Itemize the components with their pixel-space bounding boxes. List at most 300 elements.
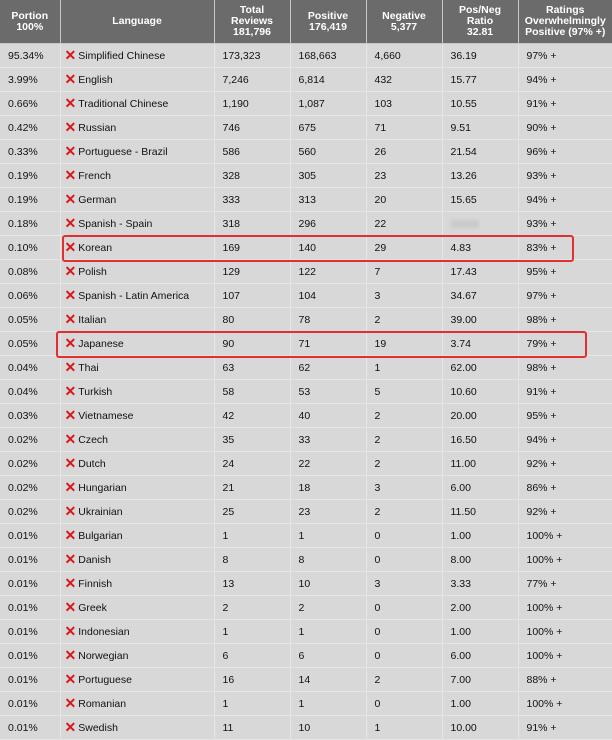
- cell-rating-value: 92% +: [526, 505, 557, 518]
- language-name: Thai: [78, 361, 99, 374]
- cell-negative: [366, 308, 442, 332]
- cell-total-reviews: [214, 596, 290, 620]
- cell-portion-value: 0.05%: [8, 313, 38, 326]
- cell-negative-value: 20: [374, 193, 387, 206]
- cell-total-reviews: [214, 44, 290, 68]
- table-row: [0, 500, 612, 524]
- cell-positive: [290, 356, 366, 380]
- cell-total-reviews-value: 80: [222, 313, 235, 326]
- header-row: [0, 0, 612, 44]
- language-name: Danish: [78, 553, 111, 566]
- cell-positive: [290, 188, 366, 212]
- cell-negative: [366, 548, 442, 572]
- cell-negative: [366, 188, 442, 212]
- x-icon: ✕: [64, 454, 77, 471]
- x-icon: ✕: [64, 262, 77, 279]
- language-name: Polish: [78, 265, 107, 278]
- cell-positive-value: 122: [298, 265, 317, 278]
- header-line: 100%: [16, 20, 44, 33]
- cell-ratio: [442, 644, 518, 668]
- cell-language: [60, 692, 214, 716]
- cell-positive-value: 6: [298, 649, 305, 662]
- cell-negative: [366, 596, 442, 620]
- x-icon: ✕: [64, 382, 77, 399]
- header-portion: [0, 0, 60, 44]
- cell-ratio-value: 6.00: [450, 481, 471, 494]
- language-name: Hungarian: [78, 481, 127, 494]
- x-icon: ✕: [64, 334, 77, 351]
- cell-rating-value: 95% +: [526, 409, 557, 422]
- language-name: Czech: [78, 433, 108, 446]
- cell-negative-value: 1: [374, 361, 381, 374]
- cell-negative-value: 23: [374, 169, 387, 182]
- header-language: [60, 0, 214, 44]
- cell-total-reviews: [214, 524, 290, 548]
- cell-negative-value: 432: [374, 73, 393, 86]
- table-row: [0, 428, 612, 452]
- cell-positive: [290, 92, 366, 116]
- cell-positive-value: 1: [298, 529, 305, 542]
- table-row: [0, 596, 612, 620]
- cell-negative: [366, 140, 442, 164]
- table-row: [0, 452, 612, 476]
- cell-negative-value: 0: [374, 625, 381, 638]
- header-line: Ratio: [466, 15, 494, 27]
- cell-language: [60, 92, 214, 116]
- cell-ratio: [442, 140, 518, 164]
- cell-positive-value: 305: [298, 169, 317, 182]
- cell-portion: [0, 524, 60, 548]
- cell-positive-value: 40: [298, 409, 311, 422]
- table-row: [0, 644, 612, 668]
- cell-negative: [366, 44, 442, 68]
- cell-rating-value: 94% +: [526, 73, 557, 86]
- cell-ratio-value: 2.00: [450, 601, 471, 614]
- cell-rating-value: 98% +: [526, 313, 557, 326]
- cell-language: [60, 236, 214, 260]
- cell-portion: [0, 236, 60, 260]
- x-icon: ✕: [64, 94, 77, 111]
- cell-positive: [290, 404, 366, 428]
- cell-portion-value: 3.99%: [8, 73, 38, 86]
- cell-positive-value: 33: [298, 433, 311, 446]
- cell-rating-value: 92% +: [526, 457, 557, 470]
- cell-portion-value: 0.01%: [8, 553, 38, 566]
- cell-positive: [290, 620, 366, 644]
- table-row: [0, 44, 612, 68]
- cell-negative-value: 7: [374, 265, 381, 278]
- cell-total-reviews-value: 169: [222, 241, 241, 254]
- cell-total-reviews-value: 1,190: [222, 97, 249, 110]
- cell-positive-value: 71: [298, 337, 311, 350]
- cell-portion-value: 0.01%: [8, 625, 38, 638]
- cell-negative: [366, 332, 442, 356]
- table-row: [0, 212, 612, 236]
- x-icon: ✕: [64, 718, 77, 735]
- table-row: [0, 236, 612, 260]
- cell-total-reviews: [214, 452, 290, 476]
- cell-ratio-value: 10.60: [450, 385, 477, 398]
- cell-total-reviews: [214, 716, 290, 740]
- cell-ratio-value: 17.43: [450, 265, 477, 278]
- cell-language: [60, 356, 214, 380]
- x-icon: ✕: [64, 286, 77, 303]
- cell-rating: [518, 284, 612, 308]
- cell-total-reviews-value: 25: [222, 505, 235, 518]
- table-row: [0, 260, 612, 284]
- language-name: Vietnamese: [78, 409, 134, 422]
- cell-portion-value: 0.02%: [8, 457, 38, 470]
- cell-language: [60, 164, 214, 188]
- cell-portion: [0, 68, 60, 92]
- cell-total-reviews: [214, 68, 290, 92]
- cell-rating-value: 91% +: [526, 385, 557, 398]
- x-icon: ✕: [64, 46, 77, 63]
- cell-portion: [0, 572, 60, 596]
- cell-total-reviews: [214, 500, 290, 524]
- x-icon: ✕: [64, 646, 77, 663]
- cell-portion: [0, 380, 60, 404]
- language-name: Korean: [78, 241, 113, 254]
- table-body: [0, 44, 612, 740]
- cell-rating: [518, 164, 612, 188]
- header-line: Negative: [382, 9, 426, 22]
- cell-portion-value: 0.10%: [8, 241, 38, 254]
- table-row: [0, 308, 612, 332]
- x-icon: ✕: [64, 118, 77, 135]
- cell-ratio-value: 36.19: [450, 49, 477, 62]
- cell-ratio: [442, 524, 518, 548]
- cell-total-reviews-value: 328: [222, 169, 241, 182]
- cell-positive: [290, 452, 366, 476]
- cell-ratio: [442, 116, 518, 140]
- language-name: Russian: [78, 121, 117, 134]
- language-name: Romanian: [78, 697, 127, 710]
- cell-language: [60, 620, 214, 644]
- cell-total-reviews-value: 42: [222, 409, 235, 422]
- header-line: Language: [112, 15, 162, 27]
- language-name: Portuguese - Brazil: [78, 145, 168, 158]
- cell-positive-value: 10: [298, 721, 311, 734]
- cell-rating: [518, 188, 612, 212]
- cell-rating: [518, 356, 612, 380]
- cell-portion: [0, 356, 60, 380]
- cell-portion-value: 0.02%: [8, 433, 38, 446]
- cell-ratio: [442, 716, 518, 740]
- cell-language: [60, 212, 214, 236]
- cell-total-reviews-value: 333: [222, 193, 241, 206]
- x-icon: ✕: [64, 406, 77, 423]
- cell-portion: [0, 332, 60, 356]
- cell-ratio-value: 9.51: [450, 121, 471, 134]
- cell-positive-value: 1: [298, 697, 305, 710]
- header-line: 181,796: [233, 26, 271, 38]
- cell-portion: [0, 260, 60, 284]
- cell-positive-value: 1: [298, 625, 305, 638]
- cell-total-reviews-value: 7,246: [222, 73, 249, 86]
- table-row: [0, 356, 612, 380]
- cell-negative-value: 5: [374, 385, 381, 398]
- header-line: Overwhelmingly: [524, 15, 606, 27]
- cell-ratio: [442, 356, 518, 380]
- cell-positive: [290, 140, 366, 164]
- cell-ratio-value: 21.54: [450, 145, 477, 158]
- cell-language: [60, 548, 214, 572]
- header-line: Total: [239, 4, 265, 16]
- cell-rating: [518, 692, 612, 716]
- cell-ratio: [442, 284, 518, 308]
- x-icon: ✕: [64, 502, 77, 519]
- cell-rating-value: 97% +: [526, 49, 557, 62]
- cell-rating-value: 77% +: [526, 577, 557, 590]
- cell-negative-value: 2: [374, 313, 381, 326]
- cell-positive: [290, 284, 366, 308]
- header-line: 176,419: [309, 20, 347, 33]
- cell-rating: [518, 524, 612, 548]
- cell-ratio: [442, 500, 518, 524]
- cell-positive: [290, 380, 366, 404]
- cell-total-reviews: [214, 572, 290, 596]
- table-row: [0, 68, 612, 92]
- cell-total-reviews-value: 1: [222, 625, 229, 638]
- header-ratio: [442, 0, 518, 44]
- cell-positive-value: 168,663: [298, 49, 337, 62]
- language-name: Ukrainian: [78, 505, 123, 518]
- cell-ratio: [442, 572, 518, 596]
- cell-ratio-value: 13.26: [450, 169, 477, 182]
- table-row: [0, 140, 612, 164]
- cell-negative: [366, 572, 442, 596]
- cell-ratio-value: 39.00: [450, 313, 477, 326]
- cell-total-reviews: [214, 404, 290, 428]
- cell-language: [60, 596, 214, 620]
- cell-ratio-value: 7.00: [450, 673, 471, 686]
- cell-negative: [366, 260, 442, 284]
- cell-total-reviews: [214, 188, 290, 212]
- cell-negative-value: 19: [374, 337, 387, 350]
- table-row: [0, 116, 612, 140]
- cell-portion: [0, 716, 60, 740]
- cell-total-reviews-value: 6: [222, 649, 229, 662]
- cell-ratio-value: 20.00: [450, 409, 477, 422]
- table-row: [0, 284, 612, 308]
- cell-rating-value: 86% +: [526, 481, 557, 494]
- cell-portion: [0, 188, 60, 212]
- cell-language: [60, 452, 214, 476]
- cell-portion: [0, 476, 60, 500]
- cell-positive-value: 6,814: [298, 73, 325, 86]
- cell-portion-value: 0.08%: [8, 265, 38, 278]
- cell-positive-value: 23: [298, 505, 311, 518]
- x-icon: ✕: [64, 310, 77, 327]
- cell-rating: [518, 404, 612, 428]
- cell-portion-value: 0.01%: [8, 601, 38, 614]
- cell-rating: [518, 332, 612, 356]
- cell-negative-value: 0: [374, 649, 381, 662]
- cell-ratio: [442, 428, 518, 452]
- cell-total-reviews: [214, 260, 290, 284]
- cell-positive-value: 53: [298, 385, 311, 398]
- cell-total-reviews: [214, 692, 290, 716]
- cell-portion-value: 0.66%: [8, 97, 38, 110]
- language-name: Swedish: [78, 721, 118, 734]
- cell-positive: [290, 116, 366, 140]
- cell-ratio-value: 8.00: [450, 553, 471, 566]
- language-name: Indonesian: [78, 625, 130, 638]
- cell-total-reviews-value: 1: [222, 697, 229, 710]
- cell-positive-value: 22: [298, 457, 311, 470]
- cell-negative-value: 0: [374, 553, 381, 566]
- cell-rating-value: 100% +: [526, 553, 563, 566]
- cell-rating-value: 100% +: [526, 697, 563, 710]
- language-name: German: [78, 193, 117, 206]
- cell-language: [60, 116, 214, 140]
- language-name: Spanish - Spain: [78, 217, 153, 230]
- language-name: Norwegian: [78, 649, 129, 662]
- cell-negative-value: 3: [374, 577, 381, 590]
- cell-ratio-value: 62.00: [450, 361, 477, 374]
- cell-ratio: [442, 164, 518, 188]
- cell-negative: [366, 428, 442, 452]
- cell-total-reviews: [214, 644, 290, 668]
- cell-positive-value: 10: [298, 577, 311, 590]
- cell-total-reviews: [214, 116, 290, 140]
- cell-rating-value: 96% +: [526, 145, 557, 158]
- cell-portion-value: 0.03%: [8, 409, 38, 422]
- header-ratings: [518, 0, 612, 44]
- cell-ratio-value: 1.00: [450, 529, 471, 542]
- cell-total-reviews: [214, 428, 290, 452]
- cell-ratio: [442, 332, 518, 356]
- cell-total-reviews-value: 63: [222, 361, 235, 374]
- cell-positive-value: 14: [298, 673, 311, 686]
- cell-negative: [366, 116, 442, 140]
- language-name: Simplified Chinese: [78, 49, 166, 62]
- cell-ratio-value: 16.50: [450, 433, 477, 446]
- x-icon: ✕: [64, 622, 77, 639]
- cell-language: [60, 716, 214, 740]
- cell-positive: [290, 500, 366, 524]
- cell-portion-value: 95.34%: [8, 49, 44, 62]
- cell-portion: [0, 284, 60, 308]
- cell-ratio: [442, 452, 518, 476]
- cell-negative: [366, 668, 442, 692]
- cell-total-reviews-value: 11: [222, 721, 234, 734]
- cell-positive-value: 313: [298, 193, 317, 206]
- cell-total-reviews: [214, 140, 290, 164]
- cell-negative: [366, 356, 442, 380]
- cell-rating: [518, 260, 612, 284]
- cell-negative: [366, 68, 442, 92]
- x-icon: ✕: [64, 574, 77, 591]
- cell-total-reviews-value: 8: [222, 553, 229, 566]
- cell-total-reviews-value: 107: [222, 289, 241, 302]
- cell-ratio-value: 34.67: [450, 289, 477, 302]
- cell-negative: [366, 212, 442, 236]
- cell-negative-value: 0: [374, 529, 381, 542]
- language-name: French: [78, 169, 111, 182]
- cell-language: [60, 284, 214, 308]
- header-line: Reviews: [230, 15, 274, 27]
- cell-total-reviews-value: 746: [222, 121, 241, 134]
- cell-positive: [290, 524, 366, 548]
- cell-portion: [0, 116, 60, 140]
- x-icon: ✕: [64, 70, 77, 87]
- cell-portion-value: 0.01%: [8, 673, 38, 686]
- table-row: [0, 668, 612, 692]
- cell-total-reviews: [214, 236, 290, 260]
- cell-language: [60, 500, 214, 524]
- cell-rating: [518, 476, 612, 500]
- header-line: 5,377: [390, 20, 418, 33]
- header-line: Positive (97% +): [525, 26, 606, 38]
- cell-rating: [518, 44, 612, 68]
- cell-rating-value: 97% +: [526, 289, 557, 302]
- language-name: Greek: [78, 601, 107, 614]
- cell-negative-value: 2: [374, 409, 381, 422]
- cell-rating-value: 90% +: [526, 121, 557, 134]
- cell-rating: [518, 452, 612, 476]
- cell-total-reviews: [214, 476, 290, 500]
- cell-negative-value: 3: [374, 481, 381, 494]
- cell-negative: [366, 692, 442, 716]
- table-row: [0, 164, 612, 188]
- cell-total-reviews: [214, 668, 290, 692]
- cell-positive-value: 62: [298, 361, 311, 374]
- cell-positive: [290, 572, 366, 596]
- cell-positive: [290, 212, 366, 236]
- cell-portion-value: 0.01%: [8, 529, 38, 542]
- cell-total-reviews-value: 21: [222, 481, 235, 494]
- cell-language: [60, 68, 214, 92]
- cell-positive: [290, 164, 366, 188]
- table-row: [0, 332, 612, 356]
- cell-negative-value: 3: [374, 289, 381, 302]
- cell-rating: [518, 380, 612, 404]
- cell-positive-value: 140: [298, 241, 317, 254]
- table-row: [0, 716, 612, 740]
- cell-language: [60, 476, 214, 500]
- cell-ratio: [442, 548, 518, 572]
- cell-portion-value: 0.02%: [8, 505, 38, 518]
- cell-total-reviews-value: 129: [222, 265, 241, 278]
- cell-negative: [366, 404, 442, 428]
- cell-rating-value: 88% +: [526, 673, 557, 686]
- cell-negative-value: 0: [374, 601, 381, 614]
- cell-total-reviews-value: 13: [222, 577, 235, 590]
- x-icon: ✕: [64, 478, 77, 495]
- cell-portion: [0, 308, 60, 332]
- cell-positive: [290, 644, 366, 668]
- table-row: [0, 188, 612, 212]
- cell-rating-value: 100% +: [526, 625, 563, 638]
- cell-ratio: [442, 404, 518, 428]
- cell-rating: [518, 620, 612, 644]
- cell-ratio: [442, 380, 518, 404]
- cell-language: [60, 140, 214, 164]
- x-icon: ✕: [64, 550, 77, 567]
- cell-ratio: [442, 188, 518, 212]
- cell-negative: [366, 620, 442, 644]
- cell-positive-value: 2: [298, 601, 305, 614]
- cell-portion: [0, 620, 60, 644]
- cell-portion-value: 0.04%: [8, 385, 38, 398]
- cell-rating-value: 94% +: [526, 193, 557, 206]
- cell-ratio: [442, 44, 518, 68]
- table-row: [0, 692, 612, 716]
- cell-positive: [290, 308, 366, 332]
- cell-total-reviews: [214, 356, 290, 380]
